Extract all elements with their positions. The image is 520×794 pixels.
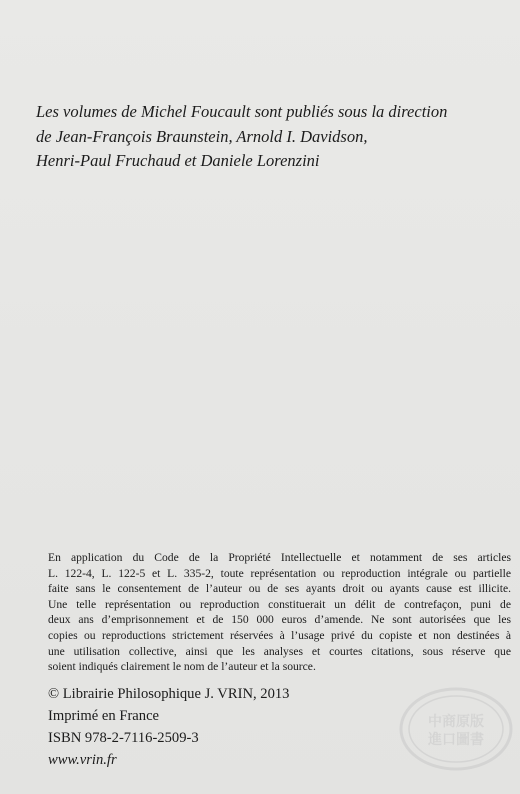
intro-line-2: de Jean-François Braunstein, Arnold I. Davidson,	[36, 126, 368, 146]
legal-line-1: En application du Code de la Propriété Intellectuelle et notamment de ses articles	[48, 551, 511, 564]
publisher-info	[48, 683, 289, 771]
copyright-legal-notice	[48, 550, 511, 675]
copyright-line: © Librairie Philosophique J. VRIN, 2013	[48, 686, 290, 702]
isbn-line: ISBN 978-2-7116-2509-3	[48, 730, 199, 746]
printed-in-line: Imprimé en France	[48, 708, 160, 724]
seal-text-line-1: 中商原版	[428, 714, 484, 730]
legal-line-8: soient indiqués clairement le nom de l’auteur et la source.	[48, 660, 316, 674]
series-direction-note	[36, 100, 506, 174]
legal-line-2: L. 122-4, L. 122-5 et L. 335-2, toute représentation ou reproduction intégrale ou partielle	[48, 566, 511, 580]
publisher-website: www.vrin.fr	[48, 752, 117, 768]
legal-line-3: faite sans le consentement de l’auteur ou de ses ayants droit ou ayants cause est illicite.	[48, 582, 511, 596]
legal-line-5: deux ans d’emprisonnement et de 150 000 euros d’amende. Ne sont autorisées que les	[48, 613, 511, 627]
intro-line-1: Les volumes de Michel Foucault sont publiés sous la direction	[36, 102, 448, 121]
legal-line-7: une utilisation collective, ainsi que les analyses et courtes citations, sous réserve que	[48, 644, 511, 658]
legal-line-4: Une telle représentation ou reproduction constituerait un délit de contrefaçon, puni de	[48, 597, 511, 611]
legal-line-6: copies ou reproductions strictement réservées à l’usage privé du copiste et non destinées à	[48, 628, 511, 642]
intro-line-3: Henri-Paul Fruchaud et Daniele Lorenzini	[36, 151, 320, 170]
seal-text-line-2: 進口圖書	[428, 732, 484, 748]
watermark-seal-icon	[398, 686, 514, 772]
